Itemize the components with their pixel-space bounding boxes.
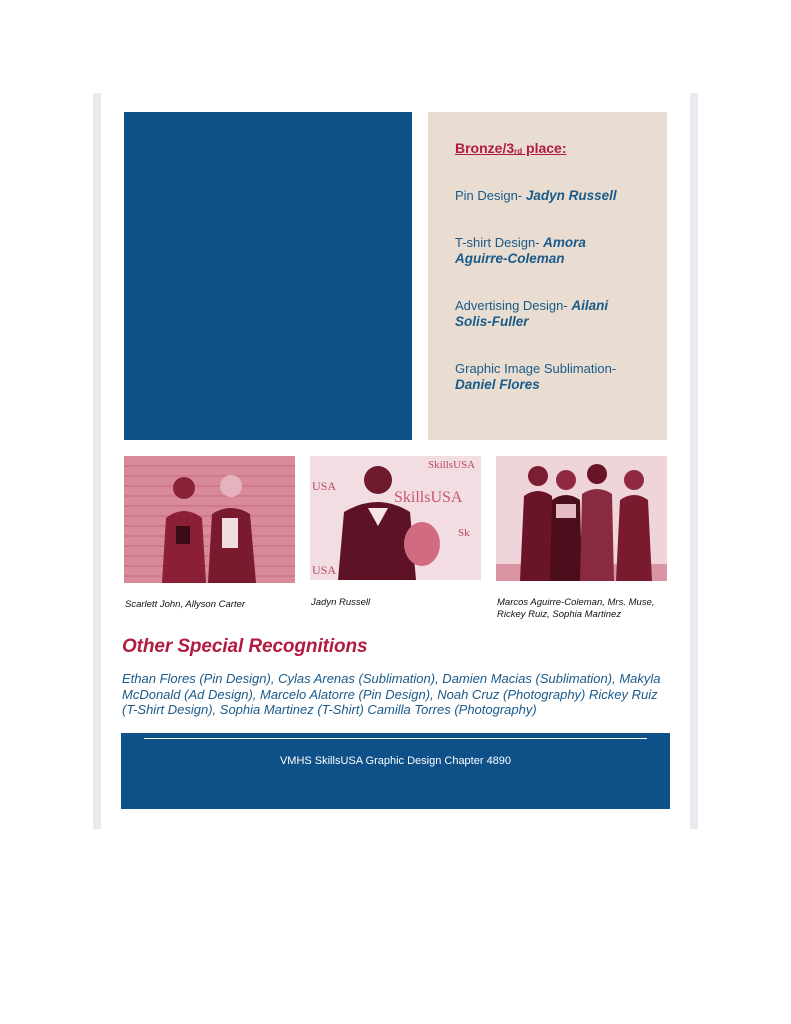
recognitions-title: Other Special Recognitions bbox=[122, 636, 368, 657]
award-category: T-shirt Design- bbox=[455, 235, 544, 250]
bronze-heading bbox=[455, 140, 667, 156]
footer-divider bbox=[144, 738, 647, 739]
svg-text:Sk: Sk bbox=[458, 527, 470, 539]
award-item-advertising-design bbox=[455, 298, 640, 330]
recognitions-body: Ethan Flores (Pin Design), Cylas Arenas (Sublimation), Damien Macias (Sublimation), Makyla McDonald (Ad Design), Marcelo Alatorre (Pin Design), Noah Cruz (Photography) Rickey Ruiz (T-Shirt Design), Sophia Martinez (T-Shirt) Camilla Torres (Photography) bbox=[122, 671, 661, 717]
award-winner: Ailani Solis-Fuller bbox=[455, 298, 609, 329]
svg-text:USA: USA bbox=[312, 563, 337, 577]
award-item-tshirt-design bbox=[455, 235, 640, 267]
award-item-pin-design bbox=[455, 188, 640, 204]
award-winner: Daniel Flores bbox=[455, 377, 540, 392]
photo-scarlett-allyson bbox=[124, 456, 295, 583]
award-category: Advertising Design- bbox=[455, 298, 572, 313]
award-winner: Jadyn Russell bbox=[525, 188, 617, 203]
heading-tail: place: bbox=[522, 140, 567, 156]
award-item-graphic-image-sublimation bbox=[455, 361, 640, 393]
footer-text: VMHS SkillsUSA Graphic Design Chapter 4890 bbox=[279, 755, 512, 767]
bronze-awards-panel bbox=[428, 112, 667, 440]
photo-jadyn-russell bbox=[310, 456, 481, 580]
heading-ordinal: rd bbox=[514, 147, 523, 156]
photo-caption: Scarlett John, Allyson Carter bbox=[125, 599, 246, 610]
photo-group-four bbox=[496, 456, 667, 581]
svg-text:SkillsUSA: SkillsUSA bbox=[394, 489, 463, 506]
svg-text:SkillsUSA: SkillsUSA bbox=[428, 459, 476, 471]
blue-feature-block bbox=[124, 112, 412, 440]
photo-caption: Marcos Aguirre-Coleman, Mrs. Muse, Rickey Ruiz, Sophia Martinez bbox=[497, 597, 655, 620]
footer-banner bbox=[121, 733, 670, 809]
award-winner: Amora Aguirre-Coleman bbox=[455, 235, 586, 266]
award-category: Graphic Image Sublimation- bbox=[455, 361, 617, 376]
svg-text:USA: USA bbox=[312, 479, 337, 493]
photo-caption: Jadyn Russell bbox=[311, 597, 371, 608]
award-category: Pin Design- bbox=[455, 188, 526, 203]
heading-text: Bronze/3 bbox=[455, 140, 515, 156]
